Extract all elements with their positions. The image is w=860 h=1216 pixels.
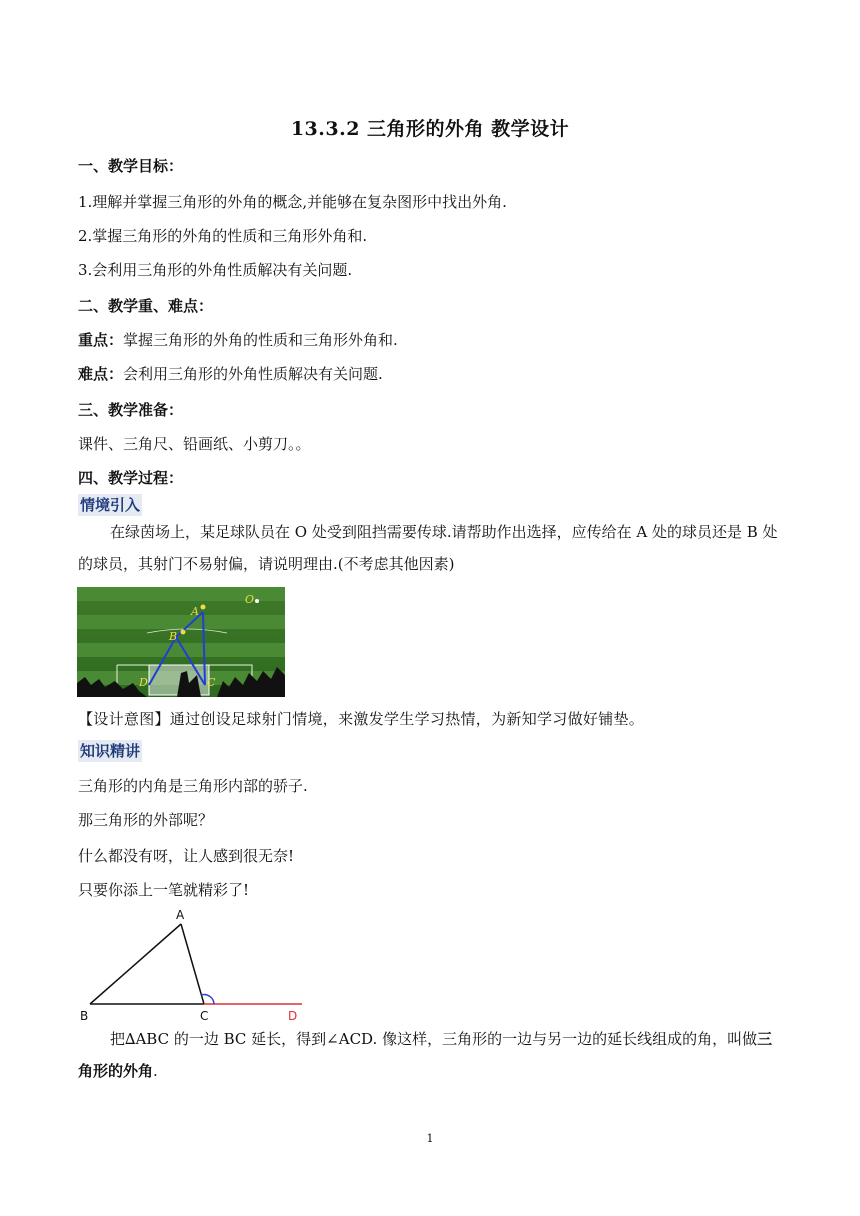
photo-label-C: C <box>207 676 216 689</box>
football-field-photo <box>77 587 285 697</box>
design-intent: 【设计意图】通过创设足球射门情境，来激发学生学习热情，为新知学习做好铺垫。 <box>78 710 645 728</box>
definition-term: 三角形的外角 <box>78 1030 773 1080</box>
triangle-exterior-angle-diagram <box>74 904 314 1024</box>
section-heading-objectives: 一、教学目标： <box>78 157 184 175</box>
photo-label-A: A <box>191 605 199 618</box>
photo-label-O: O <box>245 593 255 606</box>
definition-paragraph <box>78 1023 784 1087</box>
definition-text: 把∆ABC 的一边 BC 延长，得到∠ACD. 像这样，三角形的一边与另一边的延长线组成的角，叫做 <box>110 1030 758 1048</box>
key-point-text: 掌握三角形的外角的性质和三角形外角和. <box>123 331 398 349</box>
page-number: 1 <box>426 1132 434 1145</box>
section-heading-process: 四、教学过程： <box>78 469 184 487</box>
triangle-label-A: A <box>176 908 185 922</box>
knowledge-line-1: 三角形的内角是三角形内部的骄子. <box>78 777 308 795</box>
knowledge-line-3: 什么都没有呀，让人感到很无奈! <box>78 847 295 865</box>
photo-label-D: D <box>139 676 148 689</box>
knowledge-line-2: 那三角形的外部呢？ <box>78 811 214 829</box>
tag-scenario-intro: 情境引入 <box>80 496 141 514</box>
objective-3: 3.会利用三角形的外角性质解决有关问题. <box>78 261 353 279</box>
triangle-label-B: B <box>80 1009 89 1023</box>
key-point-label: 重点： <box>78 331 124 349</box>
photo-label-B: B <box>169 630 178 643</box>
section-heading-preparation: 三、教学准备： <box>78 401 184 419</box>
scenario-paragraph: 在绿茵场上，某足球队员在 O 处受到阻挡需要传球.请帮助作出选择，应传给在 A 处的球员还是 B 处的球员，其射门不易射偏，请说明理由.(不考虑其他因素) <box>78 523 778 573</box>
definition-end: . <box>153 1062 158 1080</box>
tag-knowledge: 知识精讲 <box>80 742 141 760</box>
difficult-point-label: 难点： <box>78 365 124 383</box>
knowledge-line-4: 只要你添上一笔就精彩了! <box>78 881 250 899</box>
preparation-text: 课件、三角尺、铅画纸、小剪刀。。 <box>78 435 311 453</box>
key-point <box>78 330 398 350</box>
page-title: 13.3.2 三角形的外角 教学设计 <box>290 118 570 140</box>
objective-1: 1.理解并掌握三角形的外角的概念,并能够在复杂图形中找出外角. <box>78 193 507 211</box>
difficult-point-text: 会利用三角形的外角性质解决有关问题. <box>123 365 383 383</box>
triangle-label-C: C <box>200 1009 209 1023</box>
triangle-label-D: D <box>288 1009 298 1023</box>
section-heading-keypoints: 二、教学重、难点： <box>78 297 214 315</box>
difficult-point <box>78 364 383 384</box>
objective-2: 2.掌握三角形的外角的性质和三角形外角和. <box>78 227 368 245</box>
